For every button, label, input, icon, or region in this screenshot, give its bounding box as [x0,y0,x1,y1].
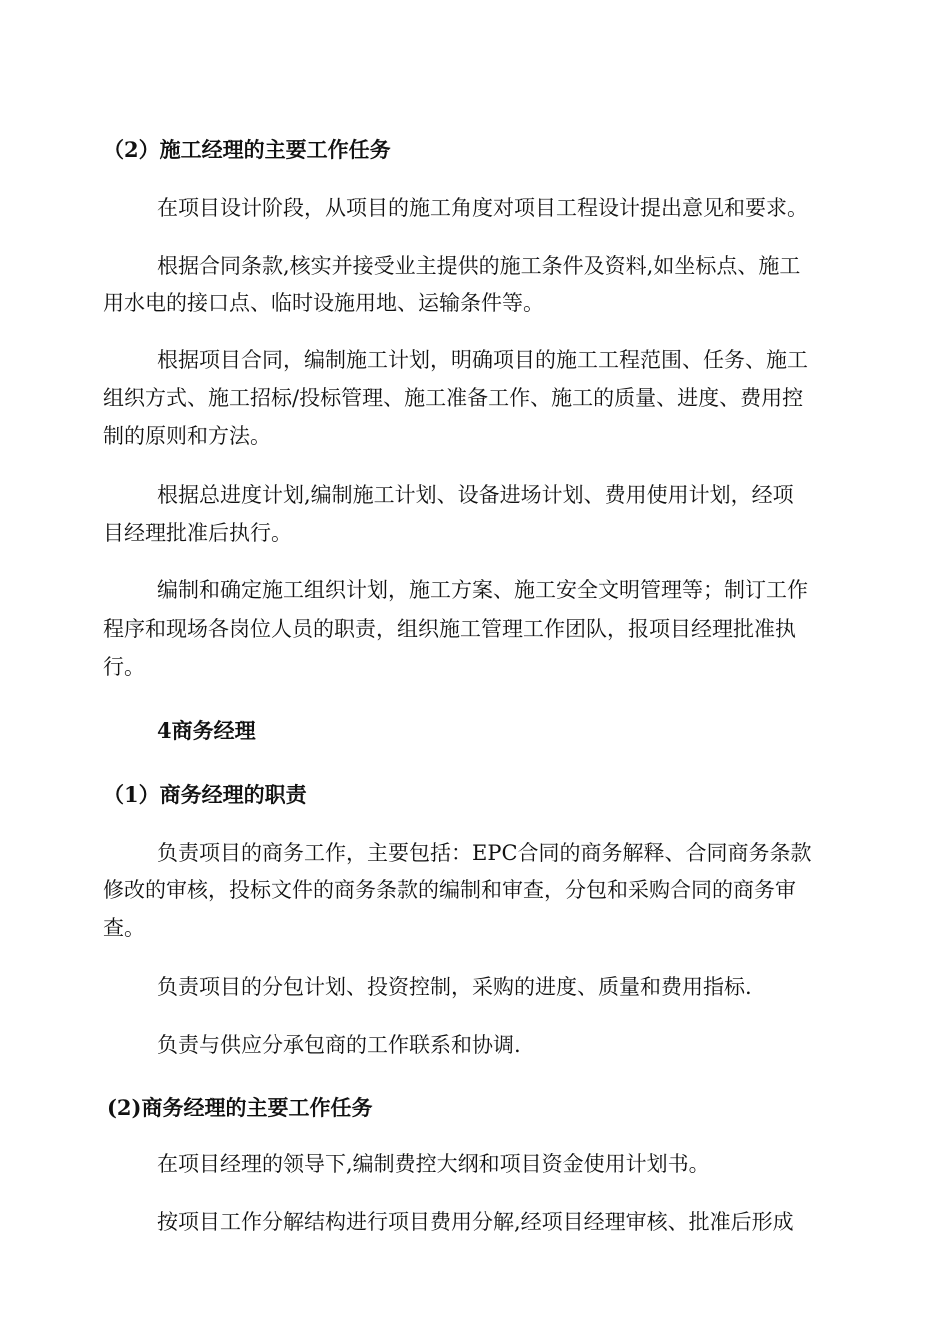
paragraph-line: 根据项目合同，编制施工计划，明确项目的施工工程范围、任务、施工 [157,348,808,372]
paragraph-line: 负责项目的商务工作，主要包括：EPC合同的商务解释、合同商务条款 [157,841,812,865]
paragraph-line: 制的原则和方法。 [103,424,271,448]
section-heading-construction-manager-tasks: （2）施工经理的主要工作任务 [103,137,391,162]
paragraph-line: 程序和现场各岗位人员的职责，组织施工管理工作团队，报项目经理批准执 [103,617,796,641]
section-heading-business-manager-tasks: (2)商务经理的主要工作任务 [107,1095,373,1120]
paragraph-line: 根据总进度计划,编制施工计划、设备进场计划、费用使用计划，经项 [157,483,794,507]
paragraph-line: 按项目工作分解结构进行项目费用分解,经项目经理审核、批准后形成 [157,1210,794,1234]
section-heading-business-manager-duties: （1）商务经理的职责 [103,782,307,807]
paragraph-line: 在项目设计阶段，从项目的施工角度对项目工程设计提出意见和要求。 [157,196,808,220]
section-heading-business-manager: 4商务经理 [157,718,256,743]
paragraph-line: 行。 [103,655,145,679]
paragraph-line: 修改的审核，投标文件的商务条款的编制和审查，分包和采购合同的商务审 [103,878,796,902]
paragraph-line: 根据合同条款,核实并接受业主提供的施工条件及资料,如坐标点、施工 [157,254,801,278]
paragraph-line: 组织方式、施工招标/投标管理、施工准备工作、施工的质量、进度、费用控 [103,386,804,410]
paragraph-line: 在项目经理的领导下,编制费控大纲和项目资金使用计划书。 [157,1152,710,1176]
paragraph-line: 负责项目的分包计划、投资控制，采购的进度、质量和费用指标. [157,975,752,999]
paragraph-line: 目经理批准后执行。 [103,521,292,545]
paragraph-line: 负责与供应分承包商的工作联系和协调. [157,1033,521,1057]
paragraph-line: 编制和确定施工组织计划，施工方案、施工安全文明管理等；制订工作 [157,578,808,602]
paragraph-line: 用水电的接口点、临时设施用地、运输条件等。 [103,291,544,315]
paragraph-line: 查。 [103,916,145,940]
